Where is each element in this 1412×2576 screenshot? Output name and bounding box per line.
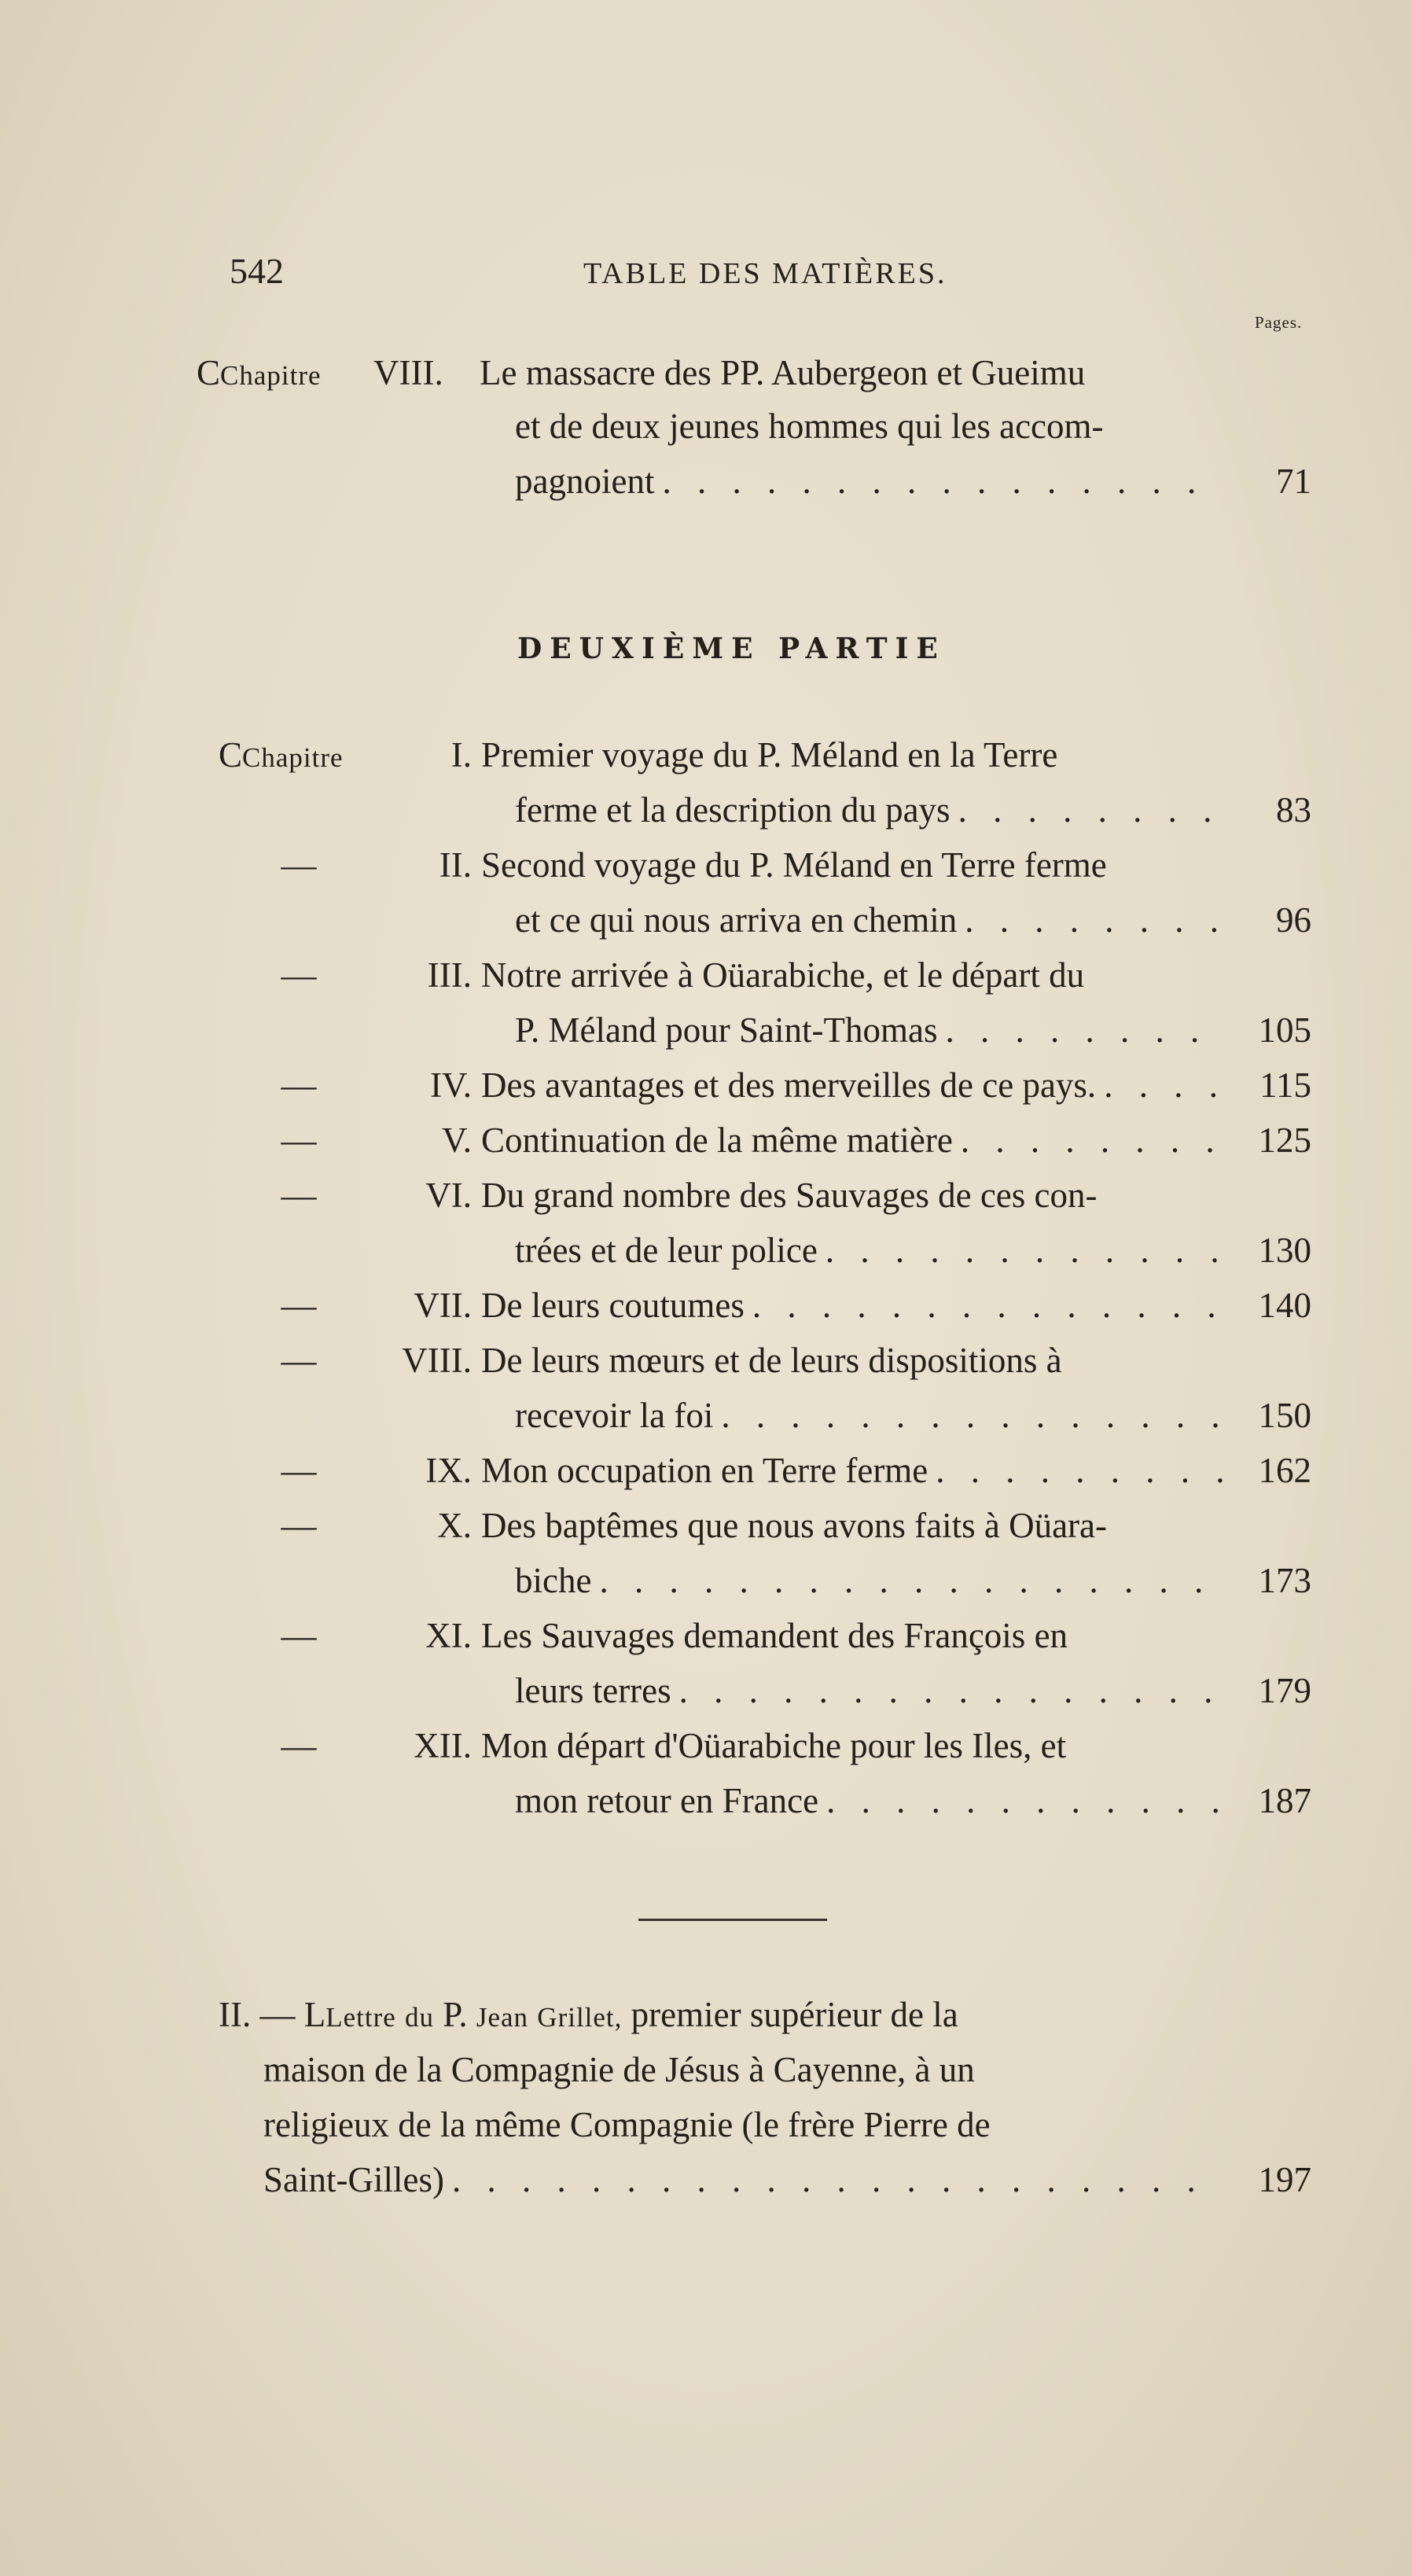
chapter-title-line2-text: ferme et la description du pays [515,790,951,830]
letter-line2: maison de la Compagnie de Jésus à Cayenne, à un [263,2050,975,2089]
letter-grillet: Grillet, [537,2002,623,2033]
chapter-title-line1: Premier voyage du P. Méland en la Terre [481,735,1058,775]
chapter-viii-line2: et de deux jeunes hommes qui les accom- [515,407,1104,446]
dot-leader [752,1285,1223,1326]
chapter-title-line2 [515,1780,1223,1827]
dot-leader [679,1670,1223,1711]
dot-leader [945,1010,1223,1051]
toc-entry-chapter-viii-heading [197,352,322,393]
chapter-page-number: 125 [1258,1121,1311,1160]
letter-jean: Jean [476,2002,529,2033]
chapter-page-number: 83 [1276,790,1311,830]
part-heading: DEUXIÈME PARTIE [517,632,946,665]
dot-leader [721,1395,1223,1436]
chapter-title-line2-text: recevoir la foi [515,1396,714,1435]
dot-leader [936,1450,1223,1491]
chapter-title-line1 [481,1120,1223,1167]
chapter-numeral: I. [450,735,472,775]
chapter-numeral: VI. [425,1176,472,1215]
chapter-title-line1: Du grand nombre des Sauvages de ces con- [481,1176,1098,1215]
dot-leader [961,1120,1223,1161]
dot-leader [1104,1065,1223,1106]
chapter-numeral: XII. [414,1726,472,1765]
letter-du: du [405,2002,435,2033]
chapter-dash: — [281,1176,317,1215]
chapter-page-number: 179 [1258,1671,1311,1710]
dot-leader [826,1780,1223,1821]
chapter-page-number: 162 [1258,1451,1311,1490]
chapter-title-line2-text: P. Méland pour Saint-Thomas [515,1010,938,1050]
chapter-page-number: 130 [1258,1231,1311,1270]
running-title: TABLE DES MATIÈRES. [583,257,947,290]
dot-leader [826,1230,1223,1271]
letter-line1-rest: premier supérieur de la [631,1995,958,2034]
chapter-title-line1: Les Sauvages demandent des François en [481,1616,1068,1655]
chapter-title-line1 [481,1285,1223,1332]
chapter-page-number: 140 [1258,1286,1311,1325]
chapter-title-line2-text: mon retour en France [515,1781,819,1820]
chapter-title-line1 [481,1065,1223,1112]
chapter-numeral: V. [442,1121,472,1160]
chapter-title-line2 [515,1230,1223,1277]
chapter-page-number: 115 [1259,1065,1311,1105]
chapter-title-line1: Second voyage du P. Méland en Terre ferme [481,845,1107,885]
chapter-title-line1: Notre arrivée à Oüarabiche, et le départ du [481,955,1085,995]
chapter-dash: — [281,1065,317,1105]
chapter-title-line2 [515,1560,1223,1607]
chapter-viii-page: 71 [1276,462,1311,501]
chapter-page-number: 150 [1258,1396,1311,1435]
chapter-numeral: II. [439,845,472,885]
chapter-dash: — [281,1726,317,1765]
chapter-title-line2-text: leurs terres [515,1671,671,1710]
chapter-dash: — [281,1341,317,1380]
page-number: 542 [230,251,284,291]
chapter-dash: — [281,1286,317,1325]
chapter-label-text: Chapitre [242,742,344,773]
letter-line3: religieux de la même Compagnie (le frère Pierre de [263,2105,991,2144]
chapter-numeral: IV. [430,1065,472,1105]
chapter-numeral: X. [437,1506,472,1545]
chapter-title-line2-text: biche [515,1561,592,1600]
chapter-viii-line3 [515,461,1223,508]
chapter-page-number: 105 [1258,1010,1311,1050]
dot-leader [958,789,1223,830]
chapter-numeral: III. [427,955,472,995]
chapter-numeral: IX. [425,1451,472,1490]
letter-entry-line1: II. — LLettre du P. Jean Grillet, premier supérieur de la [219,1995,958,2034]
chapter-title-line2 [515,1670,1223,1717]
chapter-title-line1: Des baptêmes que nous avons faits à Oüara- [481,1506,1108,1545]
letter-line4 [263,2159,1223,2206]
chapter-page-number: 187 [1258,1781,1311,1820]
chapter-numeral: XI. [425,1616,472,1655]
chapter-label-first: CChapitre [197,353,322,392]
chapter-title-line1-text: Des avantages et des merveilles de ce pays. [481,1065,1097,1105]
chapter-label-second: CChapitre [219,735,344,775]
letter-line4-text: Saint-Gilles) [263,2160,444,2199]
chapter-viii-line3-text: pagnoient [515,462,655,501]
letter-p: P. [443,1995,468,2034]
chapter-title-line1-text: Mon occupation en Terre ferme [481,1451,928,1490]
chapter-numeral: VIII. [402,1341,472,1380]
chapter-title-line2 [515,900,1223,947]
chapter-title-line2 [515,1395,1223,1442]
chapter-page-number: 173 [1258,1561,1311,1600]
dot-leader [965,900,1223,940]
chapter-viii-numeral: VIII. [373,353,443,392]
chapter-title-line2 [515,1010,1223,1057]
dot-leader [599,1560,1223,1601]
chapter-page-number: 96 [1276,900,1311,940]
chapter-title-line1: De leurs mœurs et de leurs dispositions à [481,1341,1062,1380]
dot-leader [452,2159,1223,2200]
chapter-dash: — [281,1451,317,1490]
letter-word: Lettre [325,2002,396,2033]
chapter-numeral: VII. [414,1286,472,1325]
chapter-dash: — [281,955,317,995]
chapter-viii-line1: Le massacre des PP. Aubergeon et Gueimu [480,353,1086,392]
chapter-title-line2-text: trées et de leur police [515,1231,818,1270]
chapter-title-line1 [481,1450,1223,1497]
chapter-title-line2 [515,789,1223,837]
chapter-title-line2-text: et ce qui nous arriva en chemin [515,900,958,940]
chapter-dash: — [281,1121,317,1160]
chapter-title-line1: Mon départ d'Oüarabiche pour les Iles, et [481,1726,1067,1765]
chapter-title-line1-text: De leurs coutumes [481,1286,745,1325]
letter-page: 197 [1258,2160,1311,2199]
chapter-dash: — [281,1616,317,1655]
section-divider [638,1919,827,1921]
pages-column-label: Pages. [1255,313,1303,332]
chapter-dash: — [281,845,317,885]
letter-numeral: II. — [219,1995,296,2034]
chapter-dash: — [281,1506,317,1545]
dot-leader [662,461,1223,502]
chapter-title-line1-text: Continuation de la même matière [481,1121,953,1160]
